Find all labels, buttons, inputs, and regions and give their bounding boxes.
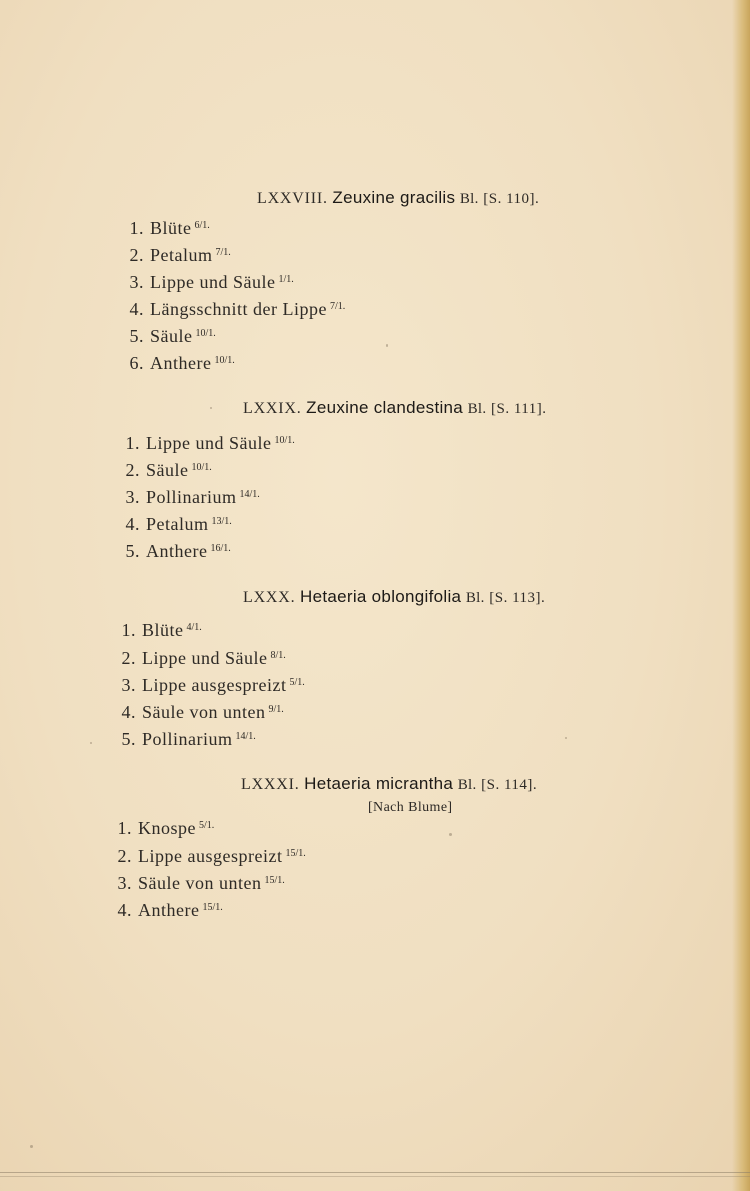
item-number: 6. (129, 353, 144, 373)
paper-speck (565, 737, 567, 739)
item-text: Pollinarium (142, 729, 233, 749)
item-magnification: 13/1. (211, 516, 232, 527)
plate-numeral: LXXVIII. (257, 190, 328, 207)
item-number: 1. (125, 433, 140, 453)
page-edge-line (0, 1172, 750, 1173)
item-number: 2. (117, 846, 132, 866)
list-item (120, 353, 235, 374)
species-author: Bl. (459, 191, 479, 207)
page-edge-shadow (732, 0, 750, 1191)
item-magnification: 14/1. (239, 489, 260, 500)
list-item (112, 702, 284, 723)
item-number: 2. (121, 648, 136, 668)
item-text: Längsschnitt der Lippe (150, 299, 327, 319)
item-text: Lippe ausgespreizt (138, 846, 283, 866)
item-text: Pollinarium (146, 487, 237, 507)
list-item (116, 460, 212, 481)
item-number: 5. (125, 541, 140, 561)
item-magnification: 5/1. (199, 820, 215, 831)
item-text: Säule (146, 460, 189, 480)
item-text: Blüte (150, 218, 192, 238)
paper-speck (449, 833, 452, 836)
section-heading (241, 774, 537, 794)
source-note: [Nach Blume] (368, 800, 453, 815)
list-item (116, 487, 260, 508)
list-item (112, 729, 256, 750)
item-number: 4. (125, 514, 140, 534)
item-magnification: 14/1. (235, 731, 256, 742)
species-name: Zeuxine gracilis (332, 188, 456, 207)
item-number: 1. (117, 818, 132, 838)
list-item (120, 299, 345, 320)
page-reference: [S. 110]. (483, 191, 540, 207)
section-heading (243, 587, 545, 607)
paper-speck (386, 344, 388, 347)
species-name: Hetaeria micrantha (304, 774, 454, 793)
item-text: Anthere (138, 900, 200, 920)
item-text: Lippe ausgespreizt (142, 675, 287, 695)
item-number: 4. (117, 900, 132, 920)
item-text: Säule (150, 326, 193, 346)
list-item (108, 873, 285, 894)
page-edge-line (0, 1176, 750, 1177)
item-magnification: 10/1. (214, 355, 235, 366)
item-number: 3. (121, 675, 136, 695)
item-magnification: 10/1. (191, 462, 212, 473)
plate-numeral: LXXIX. (243, 400, 302, 417)
item-magnification: 7/1. (329, 301, 346, 312)
item-text: Lippe und Säule (146, 433, 272, 453)
item-number: 3. (129, 272, 144, 292)
list-item (108, 818, 214, 839)
item-magnification: 15/1. (264, 875, 285, 886)
species-author: Bl. (465, 590, 485, 606)
item-magnification: 10/1. (195, 328, 216, 339)
species-name: Zeuxine clandestina (306, 398, 464, 417)
plate-numeral: LXXXI. (241, 776, 300, 793)
item-number: 4. (121, 702, 136, 722)
page-reference: [S. 111]. (491, 401, 547, 417)
item-number: 2. (125, 460, 140, 480)
section-heading (243, 398, 547, 418)
item-text: Säule von unten (142, 702, 266, 722)
item-number: 5. (121, 729, 136, 749)
list-item (120, 245, 231, 266)
item-text: Petalum (150, 245, 213, 265)
item-magnification: 15/1. (285, 848, 306, 859)
item-magnification: 10/1. (274, 435, 295, 446)
item-magnification: 8/1. (270, 650, 286, 661)
item-text: Lippe und Säule (150, 272, 276, 292)
item-number: 5. (129, 326, 144, 346)
item-magnification: 6/1. (194, 220, 210, 231)
item-text: Petalum (146, 514, 209, 534)
item-number: 1. (121, 620, 136, 640)
list-item (120, 272, 294, 293)
item-magnification: 16/1. (210, 543, 231, 554)
page-reference: [S. 114]. (481, 777, 538, 793)
list-item (108, 846, 306, 867)
list-item (112, 648, 286, 669)
item-magnification: 9/1. (268, 704, 284, 715)
list-item (108, 900, 223, 921)
list-item (112, 675, 305, 696)
plate-numeral: LXXX. (243, 589, 296, 606)
paper-speck (90, 742, 92, 744)
paper-speck (30, 1145, 33, 1148)
item-text: Anthere (146, 541, 208, 561)
list-item (120, 218, 210, 239)
item-text: Anthere (150, 353, 212, 373)
item-number: 1. (129, 218, 144, 238)
item-number: 3. (125, 487, 140, 507)
item-text: Säule von unten (138, 873, 262, 893)
list-item (112, 620, 202, 641)
item-text: Knospe (138, 818, 196, 838)
item-magnification: 4/1. (186, 622, 202, 633)
item-magnification: 7/1. (215, 247, 231, 258)
item-number: 3. (117, 873, 132, 893)
list-item (116, 433, 295, 454)
list-item (116, 514, 232, 535)
item-number: 4. (129, 299, 144, 319)
list-item (116, 541, 231, 562)
page-reference: [S. 113]. (489, 590, 546, 606)
species-name: Hetaeria oblongifolia (300, 587, 462, 606)
item-magnification: 15/1. (202, 902, 223, 913)
item-text: Lippe und Säule (142, 648, 268, 668)
item-magnification: 1/1. (278, 274, 294, 285)
paper-speck (210, 407, 212, 409)
section-heading (257, 188, 539, 208)
species-author: Bl. (467, 401, 487, 417)
list-item (120, 326, 216, 347)
item-magnification: 5/1. (289, 677, 305, 688)
item-text: Blüte (142, 620, 184, 640)
item-number: 2. (129, 245, 144, 265)
species-author: Bl. (457, 777, 477, 793)
